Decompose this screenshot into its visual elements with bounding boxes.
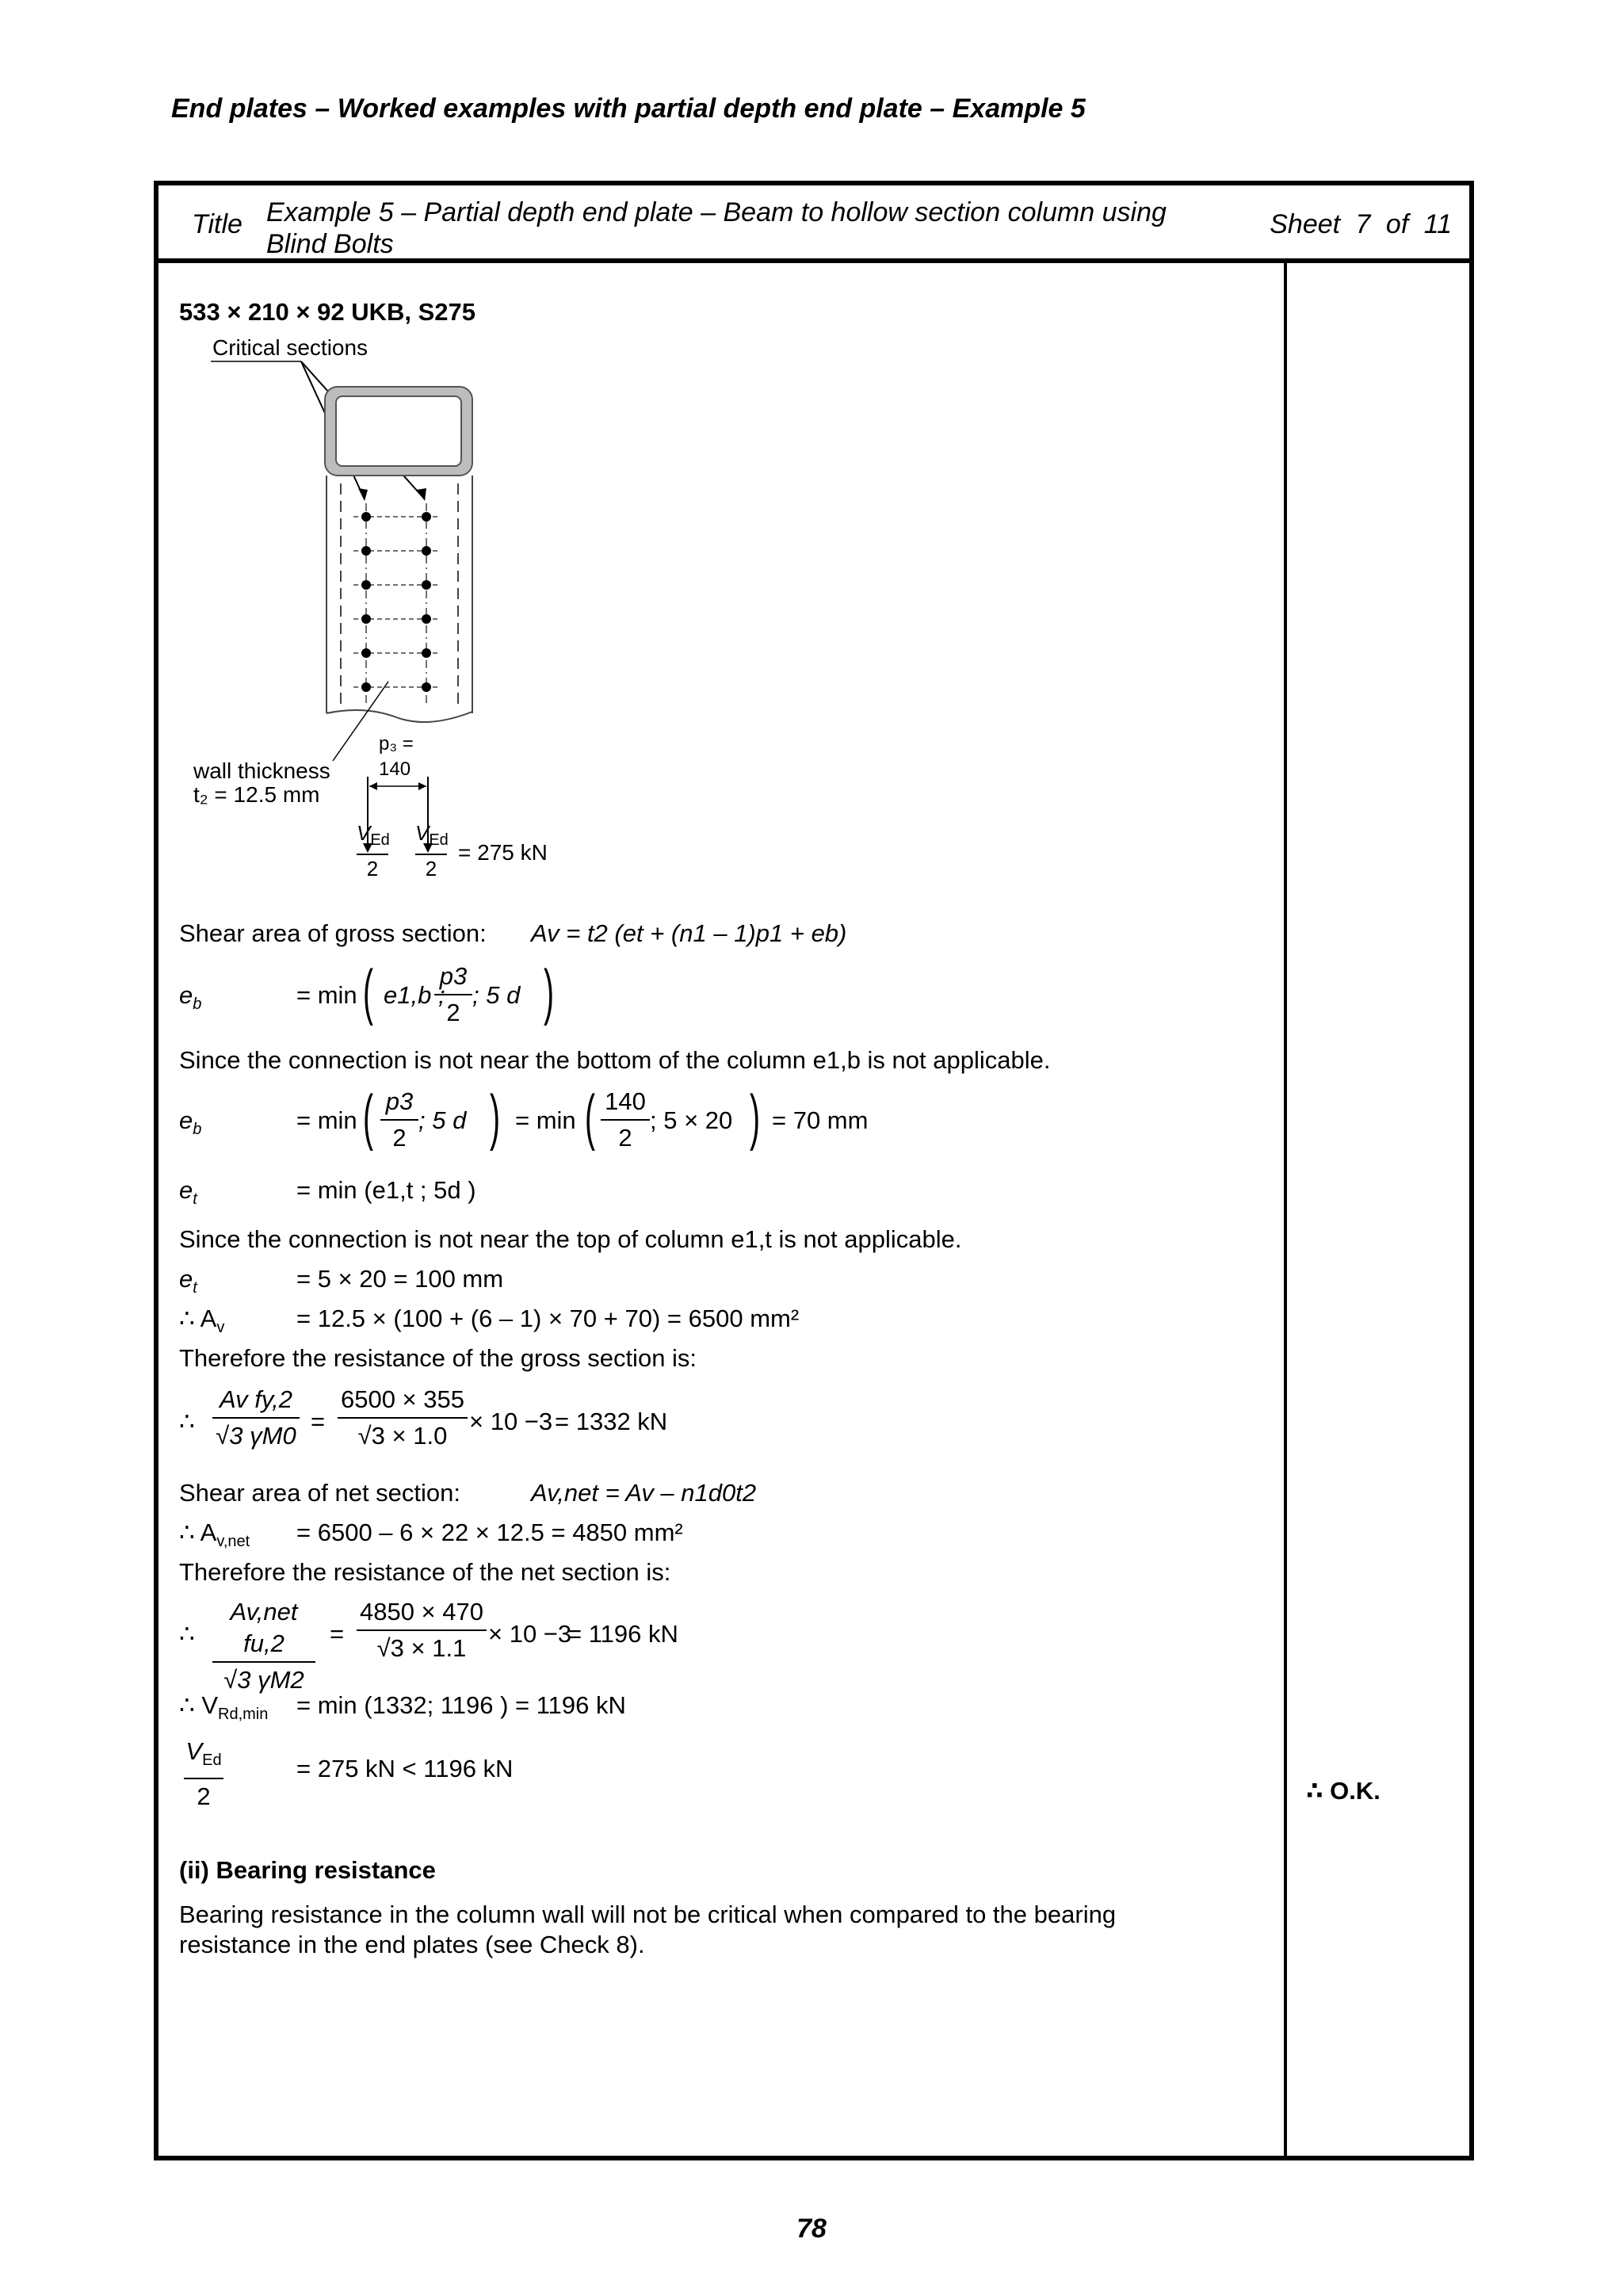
net-equals: = bbox=[330, 1620, 345, 1648]
paren-open-3: ( bbox=[585, 1082, 595, 1152]
hollow-section-inner bbox=[336, 396, 461, 466]
gross-formula-symbolic: Av fy,2 √3 γM0 bbox=[212, 1384, 300, 1452]
dim-arrow-right bbox=[418, 782, 426, 790]
avnet-value: = 6500 – 6 × 22 × 12.5 = 4850 mm² bbox=[296, 1519, 683, 1546]
ved-value: = 275 kN bbox=[458, 840, 548, 865]
bearing-text-line-2: resistance in the end plates (see Check 8). bbox=[179, 1931, 645, 1958]
ok-result: ∴ O.K. bbox=[1306, 1777, 1381, 1805]
shear-gross-label: Shear area of gross section: bbox=[179, 919, 487, 947]
paren-open-2: ( bbox=[363, 1082, 373, 1152]
gross-formula-numeric: 6500 × 355 √3 × 1.0 bbox=[338, 1384, 468, 1452]
note-top: Since the connection is not near the top of column e1,t is not applicable. bbox=[179, 1225, 962, 1253]
wall-thickness-label: wall thickness bbox=[193, 758, 330, 783]
gross-equals: = bbox=[311, 1408, 326, 1435]
arrowhead-left bbox=[358, 488, 368, 501]
eb-min-2: = min bbox=[296, 1106, 357, 1134]
et-value: = 5 × 20 = 100 mm bbox=[296, 1265, 504, 1293]
arrowhead-right bbox=[417, 488, 426, 501]
dim-arrow-left bbox=[369, 782, 377, 790]
avnet-symbol: ∴ $A_{v,net}$ bbox=[179, 1519, 250, 1551]
shear-gross-formula: Av = t2 (et + (n1 – 1)p1 + eb) bbox=[531, 919, 847, 947]
p3-label: p₃ = bbox=[379, 733, 414, 755]
column-break-line bbox=[327, 710, 472, 722]
p3-over-2: p3 2 bbox=[434, 961, 472, 1029]
net-formula-symbolic: Av,net fu,2 √3 γM2 bbox=[212, 1596, 315, 1696]
section-heading: 533 × 210 × 92 UKB, S275 bbox=[179, 298, 475, 326]
vrd-symbol: ∴ $V_{Rd,min}$ bbox=[179, 1691, 269, 1724]
therefore-symbol: ∴ bbox=[179, 1408, 195, 1435]
net-exponent: × 10 −3 bbox=[488, 1620, 572, 1648]
p3-value: 140 bbox=[379, 758, 411, 780]
five-d-term-2: ; 5 d bbox=[418, 1106, 467, 1134]
et-symbol: $e_t$ bbox=[179, 1176, 197, 1209]
note-bottom: Since the connection is not near the bottom of the column e1,b is not applicable. bbox=[179, 1046, 1051, 1074]
page-header: End plates – Worked examples with partial depth end plate – Example 5 bbox=[171, 94, 1086, 124]
gross-exponent: × 10 −3 bbox=[469, 1408, 553, 1435]
title-bar bbox=[158, 185, 1469, 263]
margin-column-divider bbox=[1284, 263, 1287, 2156]
av-symbol: ∴ $A_v$ bbox=[179, 1305, 225, 1337]
gross-result: = 1332 kN bbox=[555, 1408, 668, 1435]
shear-net-formula: Av,net = Av – n1d0t2 bbox=[531, 1479, 757, 1507]
et-symbol-2: $e_t$ bbox=[179, 1265, 197, 1297]
eb-symbol-2: $e_b$ bbox=[179, 1106, 202, 1139]
shear-net-label: Shear area of net section: bbox=[179, 1479, 461, 1507]
av-value: = 12.5 × (100 + (6 – 1) × 70 + 70) = 6500 mm² bbox=[296, 1305, 800, 1332]
et-formula: = min (e1,t ; 5d ) bbox=[296, 1176, 476, 1204]
sheet-title-line-2: Blind Bolts bbox=[266, 229, 394, 259]
e1b-term: e1,b ; bbox=[384, 981, 445, 1009]
p3-over-2-b: p3 2 bbox=[380, 1086, 418, 1154]
ved-over-2: $V_{Ed}$ 2 bbox=[184, 1736, 223, 1813]
ved-half-left: $V_{Ed}$ 2 bbox=[357, 821, 390, 881]
ved-half-right: $V_{Ed}$ 2 bbox=[415, 821, 449, 881]
paren-close-3: ) bbox=[750, 1082, 760, 1152]
paren-close-2: ) bbox=[490, 1082, 500, 1152]
140-over-2: 140 2 bbox=[601, 1086, 650, 1154]
five-times-20: ; 5 × 20 bbox=[650, 1106, 733, 1134]
therefore-symbol-2: ∴ bbox=[179, 1620, 195, 1648]
net-formula-numeric: 4850 × 470 √3 × 1.1 bbox=[357, 1596, 487, 1664]
ved-check: = 275 kN < 1196 kN bbox=[296, 1755, 514, 1782]
sheet-title bbox=[266, 197, 1217, 260]
vrd-value: = min (1332; 1196 ) = 1196 kN bbox=[296, 1691, 626, 1719]
paren-close: ) bbox=[544, 957, 554, 1026]
critical-sections-label: Critical sections bbox=[212, 335, 369, 360]
five-d-term: ; 5 d bbox=[472, 981, 521, 1009]
bearing-text-line-1: Bearing resistance in the column wall will not be critical when compared to the bearing bbox=[179, 1901, 1117, 1928]
eb-result: = 70 mm bbox=[772, 1106, 869, 1134]
resist-net-label: Therefore the resistance of the net section is: bbox=[179, 1558, 671, 1586]
page-number: 78 bbox=[796, 2214, 827, 2244]
net-result: = 1196 kN bbox=[567, 1620, 678, 1648]
sheet-number: Sheet 7 of 11 bbox=[1270, 209, 1452, 239]
sheet-title-line-1: Example 5 – Partial depth end plate – Beam to hollow section column using bbox=[266, 197, 1167, 227]
bearing-heading: (ii) Bearing resistance bbox=[179, 1856, 436, 1884]
eb-min: = min bbox=[296, 981, 357, 1009]
resist-gross-label: Therefore the resistance of the gross section is: bbox=[179, 1344, 697, 1372]
eb-symbol: $e_b$ bbox=[179, 981, 202, 1014]
title-label: Title bbox=[192, 209, 242, 239]
bolts bbox=[361, 512, 431, 692]
wall-thickness-value: t₂ = 12.5 mm bbox=[193, 782, 320, 807]
eb-min-3: = min bbox=[515, 1106, 576, 1134]
column-section-figure bbox=[174, 333, 586, 888]
paren-open: ( bbox=[363, 957, 373, 1026]
